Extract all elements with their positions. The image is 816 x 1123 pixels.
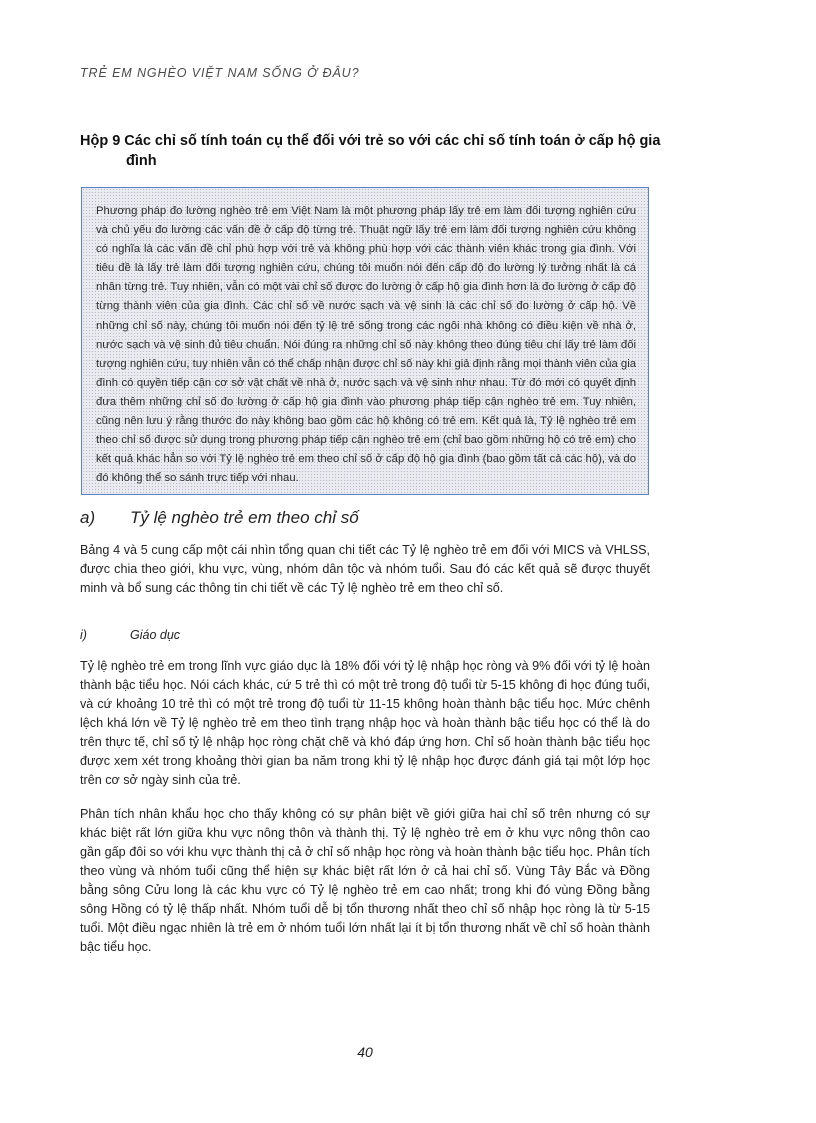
section-a-heading bbox=[80, 508, 359, 528]
subsection-i-number: i) bbox=[80, 628, 87, 642]
box-body: Phương pháp đo lường nghèo trẻ em Việt Nam là một phương pháp lấy trẻ em làm đối tượng nghiên cứu và chủ yếu đo lường các vấn đề ở cấp độ từng trẻ. Thuật ngữ lấy trẻ em làm đối tượng nghiên cứu không có nghĩa là các vấn đề chỉ phù hợp với trẻ và không phù hợp với các thành viên khác trong gia đình. Với tiêu đề là lấy trẻ làm đối tượng nghiên cứu, chúng tôi muốn nói đến cấp độ đo lường lý tưởng nhất là cá nhân từng trẻ. Tuy nhiên, vẫn có một vài chỉ số được đo lường ở cấp hộ gia đình hơn là đo lường ở cấp độ từng thành viên của gia đình. Các chỉ số về nước sạch và vệ sinh là các chỉ số đo lường ở cấp hộ. Về những chỉ số này, chúng tôi muốn nói đến tỷ lệ trẻ sống trong các ngôi nhà không có điều kiện về nhà ở, nước sạch và vệ sinh đủ tiêu chuẩn. Nói đúng ra những chỉ số này không theo đúng tiêu chí lấy trẻ làm đối tượng nghiên cứu, tuy nhiên vẫn có thể chấp nhận được chỉ số này khi giả định rằng mọi thành viên của gia đình có quyền tiếp cận cơ sở vật chất về nhà ở, nước sạch và vệ sinh như nhau. Từ đó mới có quyết định đưa thêm những chỉ số đo lường ở cấp hộ gia đình vào phương pháp tiếp cận nghèo trẻ em. Tuy nhiên, cũng nên lưu ý rằng thước đo này không bao gồm các hộ không có trẻ em. Kết quả là, Tỷ lệ nghèo trẻ em theo chỉ số được sử dụng trong phương pháp tiếp cận nghèo trẻ em (chỉ bao gồm những hộ có trẻ em) cho kết quả khác hẳn so với Tỷ lệ nghèo trẻ em theo chỉ số ở cấp độ hộ gia đình (bao gồm tất cả các hộ), và do đó không thể so sánh trực tiếp với nhau. bbox=[81, 187, 649, 495]
running-header: TRẺ EM NGHÈO VIỆT NAM SỐNG Ở ĐÂU? bbox=[80, 66, 360, 80]
page-number: 40 bbox=[357, 1044, 373, 1060]
section-a-number: a) bbox=[80, 508, 96, 527]
section-a-paragraph: Bảng 4 và 5 cung cấp một cái nhìn tổng quan chi tiết các Tỷ lệ nghèo trẻ em đối với MICS và VHLSS, được chia theo giới, khu vực, vùng, nhóm dân tộc và nhóm tuổi. Sau đó các kết quả sẽ được thuyết minh và bổ sung các thông tin chi tiết về các Tỷ lệ nghèo trẻ em theo chỉ số. bbox=[80, 543, 650, 595]
section-a-title: Tỷ lệ nghèo trẻ em theo chỉ số bbox=[130, 508, 359, 527]
education-paragraph-2: Phân tích nhân khẩu học cho thấy không có sự phân biệt về giới giữa hai chỉ số trên nhưng có sự khác biệt rất lớn giữa khu vực nông thôn và thành thị. Tỷ lệ nghèo trẻ em ở khu vực nông thôn cao gần gấp đôi so với khu vực thành thị cả ở chỉ số nhập học ròng và hoàn thành bậc tiểu học. Phân tích theo vùng và nhóm tuổi cũng thể hiện sự khác biệt rất lớn ở cả hai chỉ số. Vùng Tây Bắc và Đồng bằng sông Cửu long là các khu vực có Tỷ lệ nghèo trẻ em cao nhất; trong khi đó vùng Đồng bằng sông Hồng có tỷ lệ thấp nhất. Nhóm tuổi dễ bị tổn thương nhất theo chỉ số nhập học ròng là từ 5-15 tuổi. Một điều ngạc nhiên là trẻ em ở nhóm tuổi lớn nhất lại ít bị tổn thương nhất về chỉ số hoàn thành bậc tiểu học. bbox=[80, 807, 650, 954]
subsection-i-title: Giáo dục bbox=[130, 628, 181, 642]
education-paragraph-1: Tỷ lệ nghèo trẻ em trong lĩnh vực giáo dục là 18% đối với tỷ lệ nhập học ròng và 9% đối với tỷ lệ hoàn thành bậc tiểu học. Nói cách khác, cứ 5 trẻ thì có một trẻ trong độ tuổi từ 5-15 không đi học đúng tuổi, và cứ khoảng 10 trẻ thì có một trẻ trong độ tuổi từ 11-15 không hoàn thành bậc tiểu học. Mức chênh lệch khá lớn về Tỷ lệ nghèo trẻ em theo tình trạng nhập học và hoàn thành bậc tiểu học có thể là do trên thực tế, chỉ số tỷ lệ nhập học ròng chặt chẽ và khó đáp ứng hơn. Chỉ số hoàn thành bậc tiểu học được xem xét trong khoảng thời gian ba năm trong khi tỷ lệ nhập học được đánh giá tại một lớp học trên cơ sở ngày sinh của trẻ. bbox=[80, 659, 650, 787]
box-title: Hộp 9 Các chỉ số tính toán cụ thể đối với trẻ so với các chỉ số tính toán ở cấp hộ gia đình bbox=[80, 133, 661, 169]
subsection-i-heading bbox=[80, 628, 180, 642]
